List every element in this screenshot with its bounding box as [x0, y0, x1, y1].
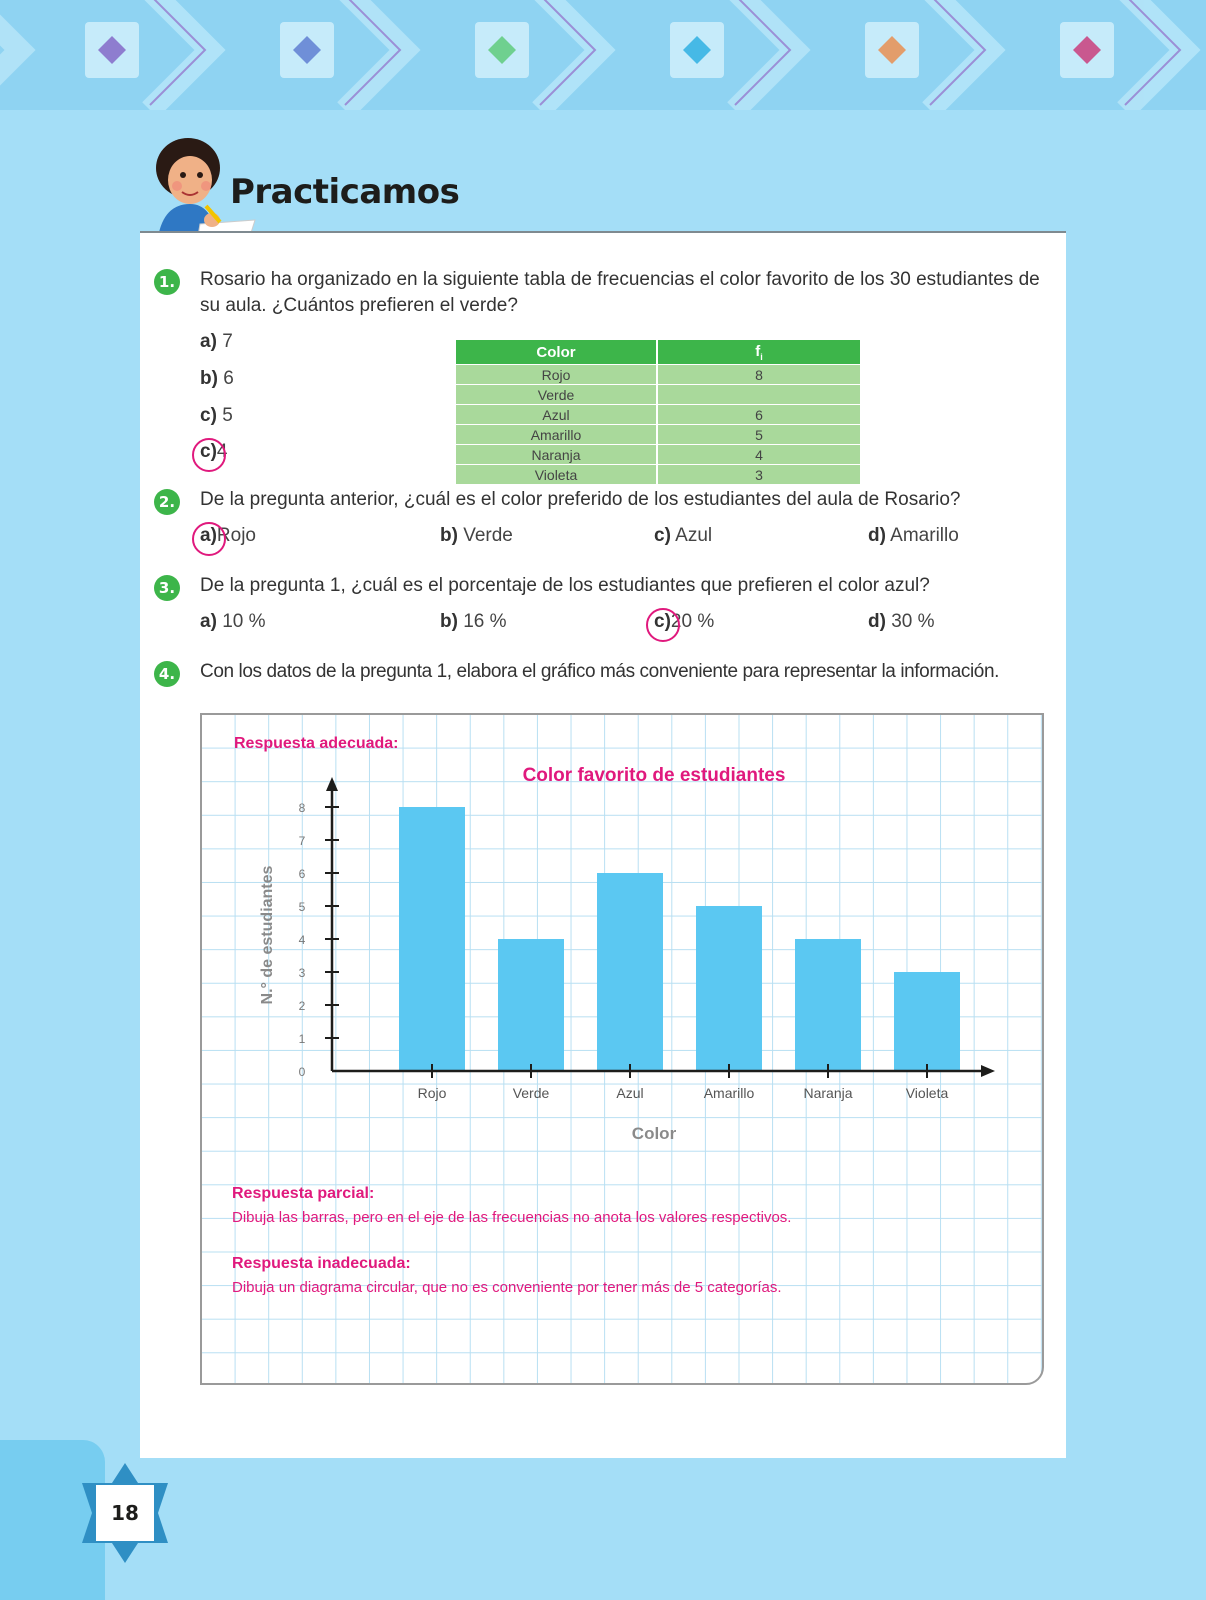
option-letter: c) — [654, 611, 671, 632]
table-cell-color: Amarillo — [456, 425, 657, 445]
x-tick-label: Violeta — [905, 1085, 949, 1101]
option-b[interactable] — [200, 368, 234, 390]
decorative-banner — [0, 0, 1206, 110]
table-cell-color: Azul — [456, 405, 657, 425]
table-cell-frequency: 6 — [657, 405, 860, 425]
option-value: Azul — [675, 525, 713, 546]
answer-grid — [200, 713, 1044, 1385]
x-tick-label: Azul — [616, 1085, 644, 1101]
y-tick-label: 6 — [298, 867, 306, 881]
partial-answer-text: Dibuja las barras, pero en el eje de las frecuencias no anota los valores respectivos. — [232, 1209, 792, 1226]
option-value: 10 % — [222, 611, 266, 632]
bars-group — [399, 807, 960, 1071]
y-tick-label: 8 — [298, 801, 306, 815]
question-text: Con los datos de la pregunta 1, elabora el gráfico más conveniente para representar la información. — [200, 661, 1000, 682]
table-cell-color: Verde — [456, 385, 657, 405]
frequency-table — [456, 340, 860, 484]
option-b[interactable] — [440, 525, 513, 547]
option-value: 4 — [216, 441, 228, 462]
question-number-badge: 3. — [154, 575, 180, 601]
table-cell-frequency: 3 — [657, 465, 860, 485]
table-cell-frequency: 4 — [657, 445, 860, 465]
adequate-answer-label: Respuesta adecuada: — [234, 735, 399, 752]
option-value: 6 — [223, 368, 234, 389]
inadequate-answer-label: Respuesta inadecuada: — [232, 1255, 411, 1272]
section-header — [150, 132, 1070, 237]
option-b[interactable] — [440, 611, 507, 633]
option-letter: b) — [200, 368, 218, 389]
option-a[interactable] — [200, 331, 233, 353]
question-text: De la pregunta anterior, ¿cuál es el color preferido de los estudiantes del aula de Rosario? — [200, 489, 961, 510]
bar-violeta — [894, 972, 960, 1071]
table-cell-color: Rojo — [456, 365, 657, 385]
table-row — [456, 445, 860, 465]
option-letter: a) — [200, 525, 217, 546]
table-cell-color: Violeta — [456, 465, 657, 485]
chart-title: Color favorito de estudiantes — [522, 765, 786, 786]
column-header-frequency — [657, 340, 860, 365]
selected-answer-circle — [646, 608, 680, 642]
table-cell-frequency: 8 — [657, 365, 860, 385]
table-row — [456, 465, 860, 485]
question-number-badge: 4. — [154, 661, 180, 687]
selected-answer-circle — [192, 522, 226, 556]
option-value: 7 — [222, 331, 233, 352]
column-header-color: Color — [456, 340, 657, 365]
y-tick-label: 3 — [298, 966, 306, 980]
y-axis-label: N.° de estudiantes — [259, 865, 276, 1005]
question-text: De la pregunta 1, ¿cuál es el porcentaje de los estudiantes que prefieren el color azul? — [200, 575, 930, 596]
option-letter: b) — [440, 525, 458, 546]
bar-amarillo — [696, 906, 762, 1071]
page-title: Practicamos — [230, 172, 460, 212]
question-4 — [140, 659, 1066, 699]
page-number-badge — [82, 1463, 168, 1563]
question-number-badge: 1. — [154, 269, 180, 295]
table-cell-color: Naranja — [456, 445, 657, 465]
exercise-card — [140, 233, 1066, 1458]
option-letter: b) — [440, 611, 458, 632]
bar-verde — [498, 939, 564, 1071]
x-tick-label: Amarillo — [703, 1085, 755, 1101]
x-tick-label: Naranja — [803, 1085, 853, 1101]
option-letter: d) — [868, 525, 886, 546]
option-letter: a) — [200, 611, 217, 632]
bar-azul — [597, 873, 663, 1071]
inadequate-answer-text: Dibuja un diagrama circular, que no es conveniente por tener más de 5 categorías. — [232, 1279, 782, 1296]
y-tick-label: 1 — [298, 1032, 306, 1046]
option-value: 30 % — [891, 611, 935, 632]
question-3 — [140, 573, 1066, 643]
y-axis-arrow — [326, 777, 338, 791]
option-letter: c) — [654, 525, 671, 546]
column-header-subscript: i — [760, 351, 763, 362]
table-cell-frequency — [657, 385, 860, 405]
table-row — [456, 365, 860, 385]
column-header-f: f — [755, 342, 761, 360]
table-row — [456, 385, 860, 405]
option-c[interactable] — [200, 405, 233, 427]
page-number: 18 — [111, 1501, 139, 1525]
bar-naranja — [795, 939, 861, 1071]
question-text: Rosario ha organizado en la siguiente tabla de frecuencias el color favorito de los 30 estudiantes de su aula. ¿Cuántos prefieren el verde? — [200, 269, 1040, 316]
x-ticks-group — [418, 1064, 949, 1101]
option-value: 20 % — [670, 611, 715, 632]
bar-rojo — [399, 807, 465, 1071]
option-value: Amarillo — [890, 525, 959, 546]
option-value: Rojo — [216, 525, 256, 546]
y-tick-label: 5 — [298, 900, 306, 914]
option-value: Verde — [463, 525, 513, 546]
partial-answer-label: Respuesta parcial: — [232, 1185, 375, 1202]
table-row — [456, 405, 860, 425]
option-value: 16 % — [463, 611, 507, 632]
option-letter: c) — [200, 441, 217, 462]
selected-answer-circle — [192, 438, 226, 472]
y-tick-label: 4 — [298, 933, 306, 947]
banner-pattern — [0, 0, 1206, 110]
option-d[interactable] — [868, 525, 959, 547]
y-tick-label: 2 — [298, 999, 306, 1013]
question-number-badge: 2. — [154, 489, 180, 515]
option-c[interactable] — [654, 525, 712, 547]
x-tick-label: Verde — [512, 1085, 550, 1101]
x-axis-arrow — [981, 1065, 995, 1077]
x-axis-label: Color — [631, 1124, 677, 1143]
option-letter: d) — [868, 611, 886, 632]
option-a[interactable] — [200, 611, 266, 633]
table-cell-frequency: 5 — [657, 425, 860, 445]
question-2 — [140, 487, 1066, 557]
table-header-row — [456, 340, 860, 365]
question-1 — [140, 267, 1066, 483]
option-letter: c) — [200, 405, 217, 426]
option-d[interactable] — [868, 611, 935, 633]
y-tick-label: 7 — [298, 834, 306, 848]
y-tick-label: 0 — [298, 1065, 306, 1079]
x-tick-label: Rojo — [417, 1085, 447, 1101]
option-value: 5 — [222, 405, 233, 426]
option-letter: a) — [200, 331, 217, 352]
table-row — [456, 425, 860, 445]
bar-chart — [202, 755, 1042, 1195]
